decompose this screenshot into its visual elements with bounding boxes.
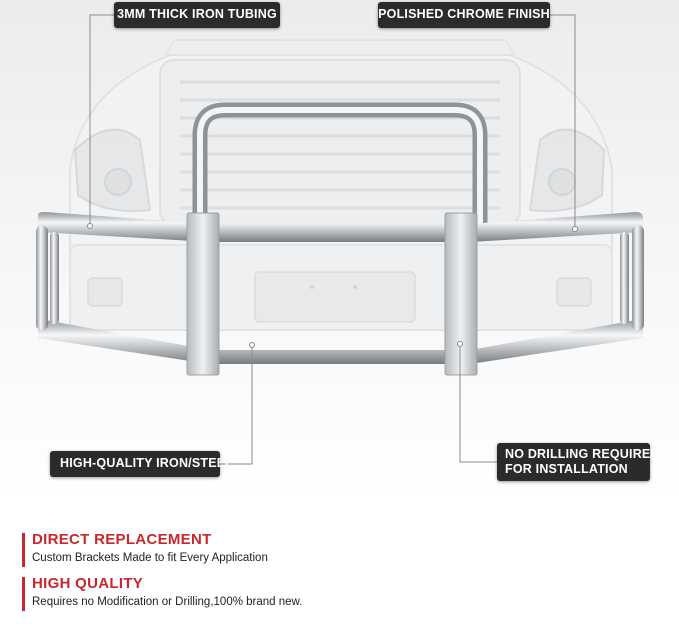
feature-direct-replacement [22, 531, 322, 571]
callout-no-drilling-line2: FOR INSTALLATION [505, 462, 628, 476]
callout-iron-tubing-label: 3MM THICK IRON TUBING [117, 7, 277, 21]
feature-title: DIRECT REPLACEMENT [32, 531, 212, 548]
callout-material-label: HIGH-QUALITY IRON/STEEL [60, 456, 234, 470]
feature-accent-bar [22, 533, 25, 567]
feature-high-quality [22, 575, 342, 615]
feature-accent-bar [22, 577, 25, 611]
callout-no-drilling-line1: NO DRILLING REQUIRED [505, 447, 660, 461]
truck-silhouette [70, 40, 612, 330]
callout-iron-tubing [114, 2, 280, 28]
callout-no-drilling [497, 443, 660, 481]
feature-title: HIGH QUALITY [32, 575, 144, 592]
feature-description: Requires no Modification or Drilling,100% brand new. [32, 596, 303, 608]
feature-description: Custom Brackets Made to fit Every Application [32, 552, 268, 564]
callout-chrome-finish-label: POLISHED CHROME FINISH [378, 7, 550, 21]
callout-material [50, 451, 234, 477]
callout-chrome-finish [378, 2, 550, 28]
